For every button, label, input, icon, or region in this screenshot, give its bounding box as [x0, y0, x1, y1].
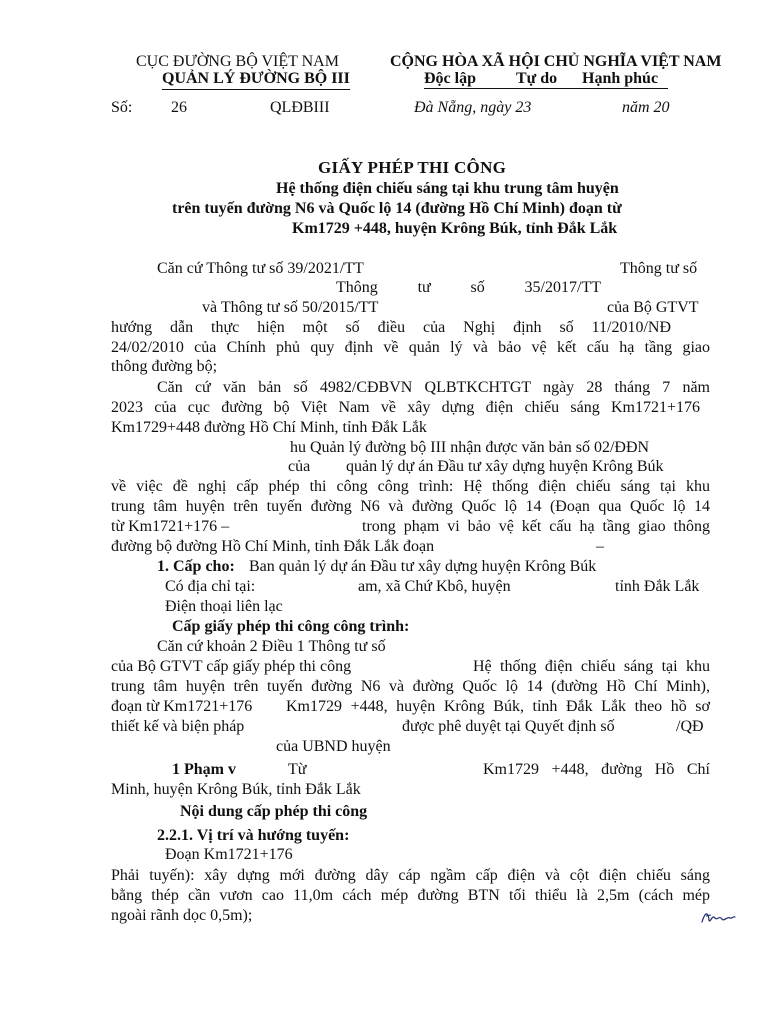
place-date: Đà Nẵng, ngày 23 — [414, 99, 532, 116]
body-line-31: Phải tuyến): xây dựng mới đường dây cáp ngầm cấp điện và cột điện chiếu sáng — [111, 867, 710, 884]
body-line-24a: thiết kế và biện pháp — [111, 718, 245, 735]
body-line-23b: Km1729 +448, huyện Krông Búk, tỉnh Đắk Lắk theo hồ sơ — [286, 698, 710, 715]
body-line-23a: đoạn từ Km1721+176 — [111, 698, 253, 715]
section-heading-permit: Cấp giấy phép thi công công trình: — [172, 618, 410, 635]
grant-to-label: 1. Cấp cho: — [157, 558, 235, 575]
document-number: 26 — [171, 99, 187, 116]
section-heading-content: Nội dung cấp phép thi công — [180, 803, 368, 820]
body-line-1b: Thông tư số — [620, 260, 698, 277]
body-line-5: 24/02/2010 của Chính phủ quy định về quản lý và bảo vệ kết cấu hạ tầng giao — [111, 339, 710, 356]
body-line-11a: của — [288, 458, 311, 475]
body-line-10: hu Quản lý đường bộ III nhận được văn bản số 02/ĐĐN — [290, 439, 650, 456]
body-line-11b: quản lý dự án Đầu tư xây dựng huyện Krông Búk — [346, 458, 664, 475]
motto-freedom: Tự do — [516, 70, 558, 87]
body-line-7: Căn cứ văn bản số 4982/CĐBVN QLBTKCHTGT ngày 28 tháng 7 năm — [157, 379, 710, 396]
body-line-15b: – — [596, 538, 604, 555]
year: năm 20 — [622, 99, 670, 116]
body-line-20: Căn cứ khoản 2 Điều 1 Thông tư số — [157, 638, 386, 655]
address-value: am, xã Chứ Kbô, huyện — [358, 578, 511, 595]
motto-happiness: Hạnh phúc — [582, 70, 659, 87]
motto-underline — [424, 88, 668, 89]
body-line-14b: trong phạm vi bảo vệ kết cấu hạ tầng giao thông — [362, 518, 710, 535]
segment-label: Đoạn Km1721+176 — [165, 846, 293, 863]
body-line-12: về việc đề nghị cấp phép thi công công trình: Hệ thống điện chiếu sáng tại khu — [111, 478, 710, 495]
agency-name: QUẢN LÝ ĐƯỜNG BỘ III — [162, 69, 350, 90]
body-line-8: 2023 của cục đường bộ Việt Nam về xây dựng điện chiếu sáng Km1721+176 — [111, 399, 700, 416]
agency-parent: CỤC ĐƯỜNG BỘ VIỆT NAM — [136, 53, 339, 70]
nation-title: CỘNG HÒA XÃ HỘI CHỦ NGHĨA VIỆT NAM — [390, 53, 722, 70]
motto-independence: Độc lập — [424, 70, 476, 87]
body-line-9: Km1729+448 đường Hồ Chí Minh, tỉnh Đắk Lắk — [111, 419, 427, 436]
number-label: Số: — [111, 99, 133, 116]
body-line-3a: và Thông tư số 50/2015/TT — [202, 299, 379, 316]
body-line-14a: từ Km1721+176 – — [111, 518, 230, 535]
body-line-1a: Căn cứ Thông tư số 39/2021/TT — [157, 260, 364, 277]
scope-from: Từ — [288, 761, 307, 778]
scope-range: Km1729 +448, đường Hồ Chí — [483, 761, 710, 778]
body-line-15a: đường bộ đường Hồ Chí Minh, tỉnh Đắk Lắk đoạn — [111, 538, 435, 555]
subtitle-line-3: Km1729 +448, huyện Krông Búk, tỉnh Đắk Lắk — [292, 220, 618, 237]
body-line-21a: của Bộ GTVT cấp giấy phép thi công — [111, 658, 352, 675]
subtitle-line-2: trên tuyến đường N6 và Quốc lộ 14 (đường Hồ Chí Minh) đoạn từ — [172, 200, 622, 217]
body-line-13: trung tâm huyện trên tuyến đường N6 và đường Quốc lộ 14 (Đoạn qua Quốc lộ 14 — [111, 498, 710, 515]
handwritten-initials — [700, 908, 736, 926]
phone-label: Điện thoại liên lạc — [165, 598, 283, 615]
scope-heading: 1 Phạm v — [172, 761, 236, 778]
document-code: QLĐBIII — [270, 99, 330, 116]
body-line-6: thông đường bộ; — [111, 358, 218, 375]
subsection-heading: 2.2.1. Vị trí và hướng tuyến: — [157, 827, 350, 844]
body-line-33: ngoài rãnh dọc 0,5m); — [111, 907, 253, 924]
body-line-22: trung tâm huyện trên tuyến đường N6 và đường Quốc lộ 14 (đường Hồ Chí Minh), — [111, 678, 710, 695]
address-label: Có địa chỉ tại: — [165, 578, 256, 595]
scope-location: Minh, huyện Krông Búk, tỉnh Đắk Lắk — [111, 781, 361, 798]
body-line-24c: /QĐ — [676, 718, 704, 735]
address-province: tỉnh Đắk Lắk — [615, 578, 700, 595]
subtitle-line-1: Hệ thống điện chiếu sáng tại khu trung tâm huyện — [276, 180, 619, 197]
body-line-2: Thông tư số 35/2017/TT — [336, 279, 601, 296]
body-line-32: bằng thép cần vươn cao 11,0m cách mép đường BTN tối thiểu là 2,5m (cách mép — [111, 887, 710, 904]
body-line-3b: của Bộ GTVT — [607, 299, 699, 316]
grant-to-value: Ban quản lý dự án Đầu tư xây dựng huyện Krông Búk — [249, 558, 597, 575]
body-line-25: của UBND huyện — [276, 738, 391, 755]
body-line-24b: được phê duyệt tại Quyết định số — [402, 718, 615, 735]
document-title: GIẤY PHÉP THI CÔNG — [318, 158, 507, 177]
body-line-21b: Hệ thống điện chiếu sáng tại khu — [473, 658, 710, 675]
body-line-4: hướng dẫn thực hiện một số điều của Nghị định số 11/2010/NĐ — [111, 319, 671, 336]
